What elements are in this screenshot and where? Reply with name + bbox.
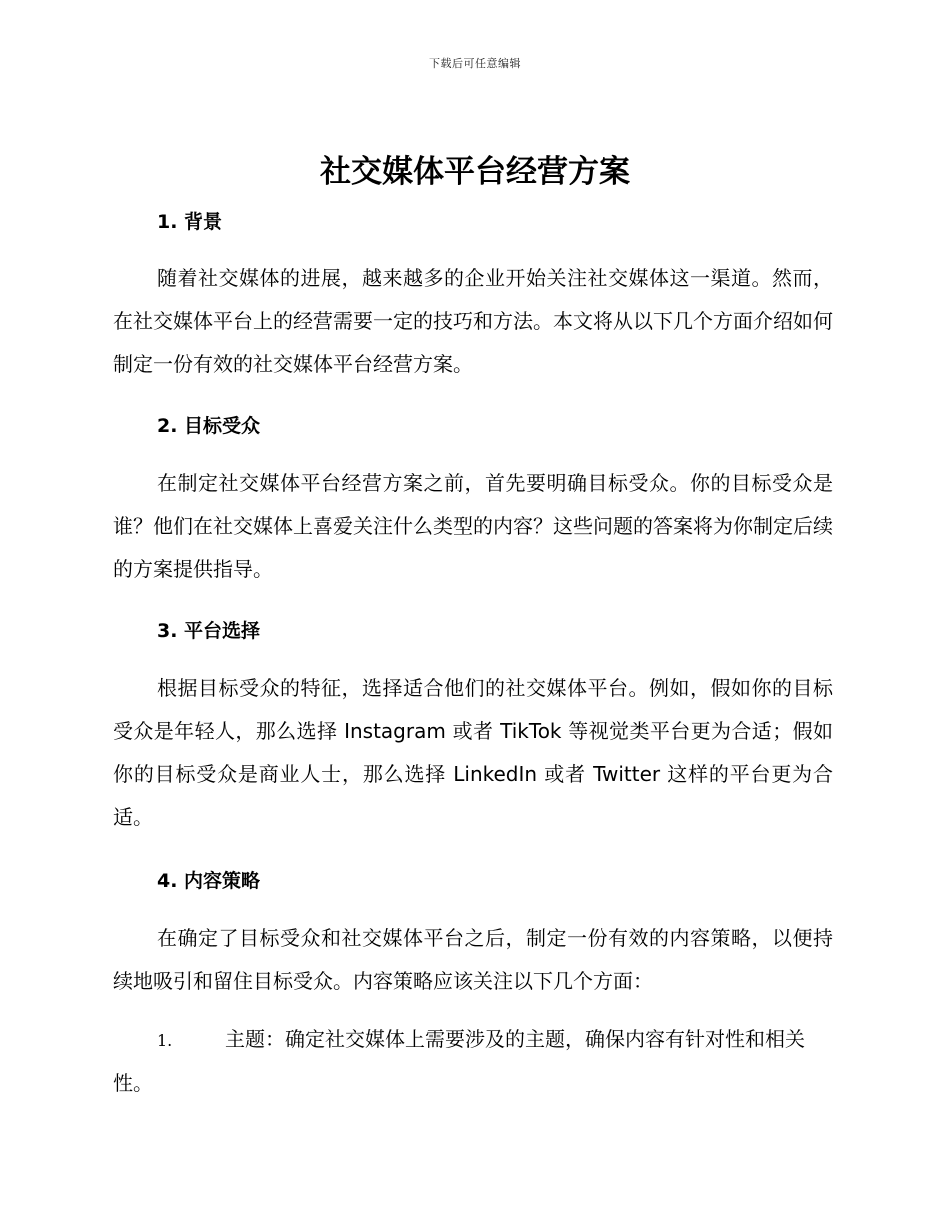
section-heading-audience: 2. 目标受众	[157, 415, 261, 437]
list-item-text: 主题：确定社交媒体上需要涉及的主题，确保内容有针对性和相关性。	[113, 1027, 805, 1095]
section-heading-content-strategy: 4. 内容策略	[157, 870, 261, 892]
paragraph-platform: 根据目标受众的特征，选择适合他们的社交媒体平台。例如，假如你的目标受众是年轻人，那么选择 Instagram 或者 TikTok 等视觉类平台更为合适；假如你的目标受众是商业人士，那么选择 LinkedIn 或者 Twitter 这样的平台更为合适。	[113, 676, 833, 829]
document-title: 社交媒体平台经营方案	[320, 154, 630, 190]
paragraph-audience: 在制定社交媒体平台经营方案之前，首先要明确目标受众。你的目标受众是谁？他们在社交媒体上喜爱关注什么类型的内容？这些问题的答案将为你制定后续的方案提供指导。	[113, 471, 833, 581]
section-heading-platform: 3. 平台选择	[157, 620, 261, 642]
header-note: 下载后可任意编辑	[429, 57, 521, 70]
paragraph-content-strategy: 在确定了目标受众和社交媒体平台之后，制定一份有效的内容策略，以便持续地吸引和留住目标受众。内容策略应该关注以下几个方面：	[113, 926, 833, 993]
list-item	[113, 1018, 833, 1105]
list-item-number: 1.	[157, 1031, 173, 1050]
section-heading-background: 1. 背景	[157, 211, 223, 233]
paragraph-background: 随着社交媒体的进展，越来越多的企业开始关注社交媒体这一渠道。然而，在社交媒体平台上的经营需要一定的技巧和方法。本文将从以下几个方面介绍如何制定一份有效的社交媒体平台经营方案。	[113, 266, 833, 376]
